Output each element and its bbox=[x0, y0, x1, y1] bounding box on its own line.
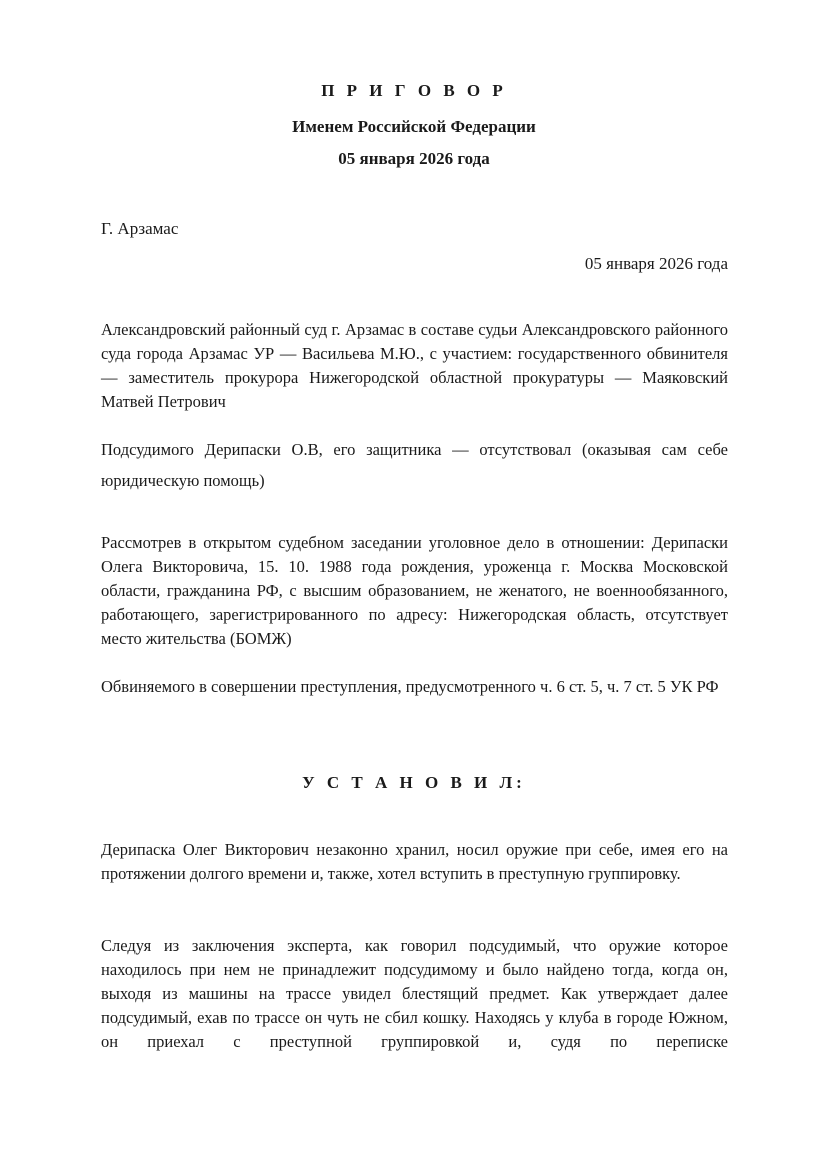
document-date: 05 января 2026 года bbox=[584, 254, 728, 273]
findings-paragraph-2 bbox=[101, 934, 728, 1054]
court-composition-paragraph: Александровский районный суд г. Арзамас в составе судьи Александровского районного суда города Арзамас УР — Васильева М.Ю., с участием: государственного обвинителя — заместитель прокурора Нижегородской областной прокуратуры — Маяковский Матвей Петрович bbox=[101, 320, 728, 411]
findings-paragraph-1: Дерипаска Олег Викторович незаконно хранил, носил оружие при себе, имея его на протяжении долгого времени и, также, хотел вступить в преступную группировку. bbox=[101, 840, 728, 883]
city: Г. Арзамас bbox=[101, 219, 179, 238]
heading-date: 05 января 2026 года bbox=[338, 149, 490, 168]
document-subtitle: Именем Российской Федерации bbox=[292, 117, 536, 136]
document-title: П Р И Г О В О Р bbox=[321, 81, 507, 100]
case-paragraph: Рассмотрев в открытом судебном заседании уголовное дело в отношении: Дерипаски Олега Викторовича, 15. 10. 1988 года рождения, уроженца г. Москва Московской области, гражданина РФ, с высшим образованием, не женатого, не военнообязанного, работающего, зарегистрированного по адресу: Нижегородская область, отсутствует место жительства (БОМЖ) bbox=[101, 533, 728, 648]
charge-paragraph: Обвиняемого в совершении преступления, предусмотренного ч. 6 ст. 5, ч. 7 ст. 5 УК РФ bbox=[101, 677, 719, 696]
findings-paragraph-2-text: Следуя из заключения эксперта, как говорил подсудимый, что оружие которое находилось при нем не принадлежит подсудимому и было найдено тогда, когда он, выходя из машины на трассе увидел блестящий предмет. Как утверждает далее подсудимый, ехав по трассе он чуть не сбил кошку. Находясь у клуба в городе Южном, он приехал с преступной группировкой и, судя по переписке bbox=[101, 936, 728, 1051]
section-title: У С Т А Н О В И Л: bbox=[302, 773, 526, 792]
defendant-paragraph: Подсудимого Дерипаски О.В, его защитника — отсутствовал (оказывая сам себе юридическую помощь) bbox=[101, 440, 728, 490]
